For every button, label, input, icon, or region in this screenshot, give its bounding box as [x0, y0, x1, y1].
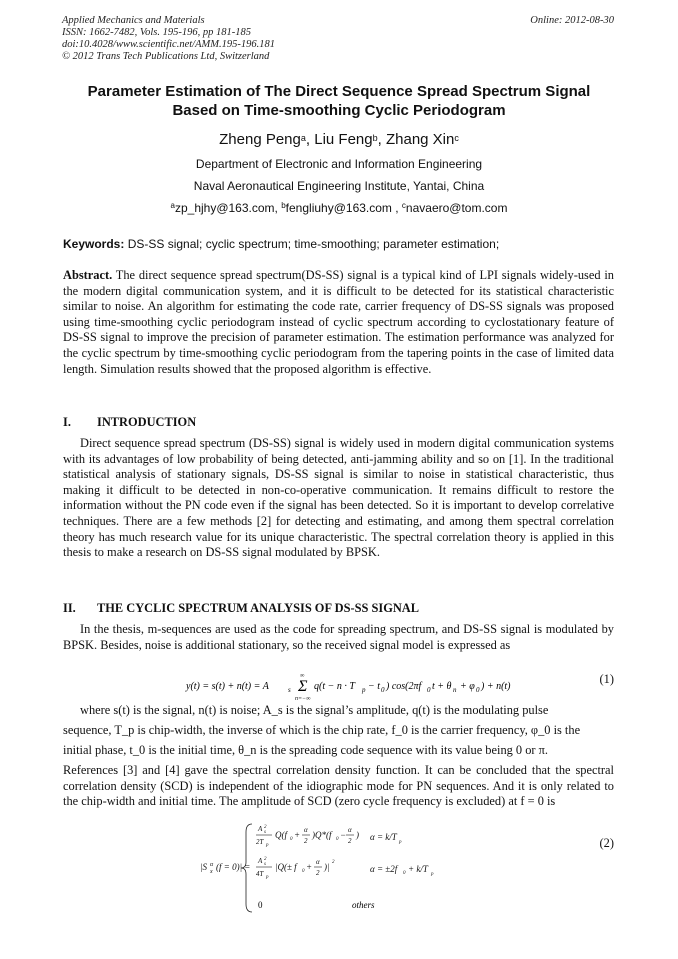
svg-text:+ k/T: + k/T [408, 864, 428, 874]
svg-text:p: p [266, 875, 269, 880]
email-link[interactable]: fengliuhy@163.com , [285, 201, 402, 215]
svg-text:2: 2 [316, 869, 320, 877]
equation-1-render [0, 672, 678, 702]
svg-text:Q(f: Q(f [275, 830, 287, 840]
affiliation-institute: Naval Aeronautical Engineering Institute, Yantai, China [193, 179, 485, 193]
author-2: Liu Feng$^b$, [314, 131, 386, 148]
abstract: Abstract. The direct sequence spread spectrum(DS-SS) signal is a typical kind of LPI signals widely-used in the modern digital communication system, and it is difficult to be detected for its statistical characteristic similar to noise. An algorithm for estimating the code rate, carrier frequency of DS-SS signals was proposed using time-smoothing cyclic periodogram instead of cyclic spectrum according to cyclostationary feature of DS-SS signal to improve the precision of parameter estimation. The estimation performance was analyzed for the cyclic spectrum by time-smoothing cyclic periodogram from the tapering points in the case of limited data length. Simulation results showed that the proposed algorithm is effective. [63, 268, 614, 376]
svg-text:n: n [453, 686, 457, 694]
section-heading-cyclic-spectrum: II. THE CYCLIC SPECTRUM ANALYSIS OF DS-SS SIGNAL [63, 601, 420, 615]
issn-line: ISSN: 1662-7482, Vols. 195-196, pp 181-185 [62, 27, 251, 38]
introduction-paragraph: Direct sequence spread spectrum (DS-SS) signal is widely used in modern digital communication systems with its advantages of low probability of being detected, anti-jamming ability and so on [1]. In the traditional statistical analysis of stationary signals, DS-SS signal is similar to noise in statistical characteristic, thus making it difficult to be detected in non-co-operative communication. It remains difficult to restore the information without the PN code even if the signal has been detected. So it is important to develop correlative techniques. There are a few methods [2] for detecting and estimating, and among them spectral correlation theory has much research value for its unique characteristic. The spectral correlation theory is applied in this thesis to make a research on DS-SS signal modulated by BPSK. [63, 436, 614, 560]
svg-text:A: A [258, 825, 263, 833]
section-heading-introduction: I. INTRODUCTION [63, 415, 197, 429]
svg-text:2: 2 [348, 837, 352, 845]
affiliation-dept: Department of Electronic and Information Engineering [195, 157, 483, 171]
svg-text:4T: 4T [256, 870, 264, 878]
equation-1-number: (1) [599, 672, 614, 686]
svg-text:|S: |S [200, 862, 207, 872]
email-link[interactable]: zp_hjhy@163.com, [174, 201, 282, 215]
svg-text:0: 0 [427, 686, 431, 694]
svg-text:+: + [306, 862, 313, 872]
svg-text:p: p [266, 843, 269, 848]
svg-text:y(t) = s(t) + n(t) = A: y(t) = s(t) + n(t) = A [186, 681, 269, 692]
paper-title [40, 82, 638, 120]
svg-text:α: α [348, 826, 352, 834]
svg-text:0: 0 [476, 686, 480, 694]
svg-text:− t: − t [368, 681, 381, 692]
svg-text:q(t − n · T: q(t − n · T [314, 681, 355, 692]
svg-text:0: 0 [302, 869, 305, 874]
svg-text:) cos(2πf: ) cos(2πf [386, 681, 422, 692]
title-line-2: Based on Time-smoothing Cyclic Periodogram [172, 102, 506, 119]
svg-text:0: 0 [336, 837, 339, 842]
svg-text:) + n(t): ) + n(t) [481, 681, 511, 692]
svg-text:|Q(± f: |Q(± f [275, 862, 297, 872]
svg-text:s: s [264, 830, 266, 835]
svg-text:p: p [431, 872, 434, 877]
svg-text:−: − [340, 830, 347, 840]
section2-paragraph-3: References [3] and [4] gave the spectral correlation density function. It can be concluded that the spectral correlation density (SCD) is independent of the idiographic mode for PN sequences. And it is only related to the chip-width and initial time. The amplitude of SCD (zero cycle frequency is excluded) at f = 0 is [63, 763, 614, 809]
svg-text:α: α [210, 862, 214, 868]
svg-text:α: α [316, 858, 320, 866]
eq2-case3-value: 0 [258, 900, 263, 910]
section2-paragraph-1: In the thesis, m-sequences are used as the code for spreading spectrum, and DS-SS signal is modulated by BPSK. Besides, noise is additional stationary, so the received signal model is expressed as [63, 622, 614, 652]
author-list [40, 131, 638, 149]
svg-text:s: s [264, 862, 266, 867]
svg-text:)|: )| [324, 862, 330, 872]
svg-text:Σ: Σ [298, 678, 308, 695]
eq2-case3-condition: others [352, 900, 375, 910]
author-1: Zheng Peng$^a$, [219, 131, 315, 148]
svg-text:p: p [362, 686, 366, 694]
svg-text:A: A [258, 857, 263, 865]
svg-text:2: 2 [264, 825, 267, 830]
journal-header [62, 15, 275, 63]
section2-paragraph-2: where s(t) is the signal, n(t) is noise; A_s is the signal’s amplitude, q(t) is the modulating pulse sequence, T_p is chip-width, the inverse of which is the chip rate, f_0 is the carrier frequency, φ_0 is the initial phase, t_0 is the initial time, θ_n is the spreading code sequence with its value being 0 or π. [63, 703, 581, 757]
keywords: Keywords: DS-SS signal; cyclic spectrum; time-smoothing; parameter estimation; [63, 237, 500, 251]
svg-text:2T: 2T [256, 838, 264, 846]
svg-text:0: 0 [290, 837, 293, 842]
svg-text:+ φ: + φ [460, 681, 475, 692]
svg-text:): ) [356, 830, 359, 840]
svg-text:0: 0 [381, 686, 385, 694]
author-3: Zhang Xin$^c$ [385, 131, 459, 148]
online-date: Online: 2012-08-30 [530, 15, 614, 26]
svg-text:2: 2 [332, 860, 335, 865]
title-line-1: Parameter Estimation of The Direct Sequence Spread Spectrum Signal [87, 83, 591, 100]
svg-text:+: + [294, 830, 301, 840]
svg-text:0: 0 [403, 871, 406, 876]
author-emails: $^a$zp_hjhy@163.com, $^b$fengliuhy@163.com , $^c$navaero@tom.com [170, 201, 508, 215]
svg-text:(f = 0)| =: (f = 0)| = [216, 862, 251, 872]
equation-2-number: (2) [599, 836, 614, 850]
svg-text:n=−∞: n=−∞ [295, 696, 311, 702]
svg-text:p: p [399, 840, 402, 845]
svg-text:∞: ∞ [300, 673, 305, 679]
svg-text:x: x [210, 869, 213, 875]
svg-text:)Q*(f: )Q*(f [312, 830, 332, 840]
equation-2-render [0, 818, 678, 918]
svg-text:t + θ: t + θ [432, 681, 452, 692]
svg-text:α = ±2f: α = ±2f [370, 864, 398, 874]
svg-text:s: s [288, 686, 291, 694]
svg-text:2: 2 [304, 837, 308, 845]
journal-name: Applied Mechanics and Materials [62, 15, 205, 26]
svg-text:2: 2 [264, 857, 267, 862]
svg-text:α = k/T: α = k/T [370, 832, 397, 842]
equation-2 [0, 818, 678, 918]
copyright-line: © 2012 Trans Tech Publications Ltd, Switzerland [62, 51, 270, 62]
doi-line[interactable]: doi:10.4028/www.scientific.net/AMM.195-196.181 [62, 39, 275, 50]
email-link[interactable]: navaero@tom.com [405, 201, 508, 215]
svg-text:α: α [304, 826, 308, 834]
